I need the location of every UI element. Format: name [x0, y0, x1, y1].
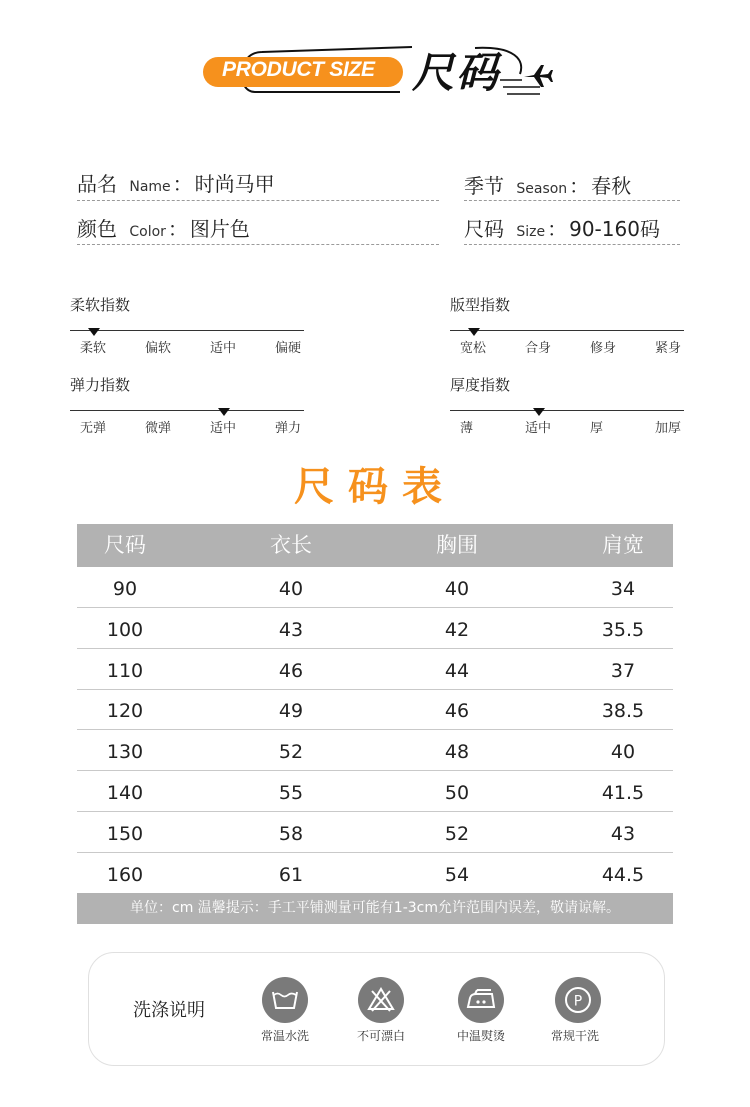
size-label-en: Size	[516, 224, 546, 240]
cell-length: 52	[278, 741, 304, 764]
scale-line	[70, 410, 304, 411]
size-table-title: 尺码表	[294, 464, 456, 510]
color-label-en: Color	[129, 224, 166, 240]
colon: ：	[547, 217, 568, 241]
table-row	[77, 730, 673, 771]
cell-chest: 42	[444, 618, 470, 641]
measurement-note: 单位：cm 温馨提示：手工平铺测量可能有1-3cm允许范围内误差，敬请谅解。	[77, 893, 673, 924]
scale-line	[450, 330, 684, 331]
selected-marker-icon	[88, 328, 100, 336]
cell-chest: 46	[444, 700, 470, 723]
scale-option: 弹力	[275, 421, 302, 436]
scale-option: 厚	[590, 421, 604, 436]
divider	[77, 200, 439, 201]
iron-icon	[458, 977, 504, 1023]
scale-option: 适中	[210, 341, 237, 356]
table-row	[77, 567, 673, 608]
season-label-en: Season	[516, 181, 568, 197]
info-name	[77, 168, 275, 197]
scale-option: 紧身	[655, 341, 682, 356]
scale-option: 修身	[590, 341, 617, 356]
table-row	[77, 649, 673, 690]
scale-option: 薄	[460, 421, 474, 436]
iron-label: 中温熨烫	[456, 1029, 505, 1043]
cell-length: 49	[278, 700, 304, 723]
cell-shoulder: 40	[610, 741, 636, 764]
table-row	[77, 771, 673, 812]
scale-line	[450, 410, 684, 411]
airplane-icon	[522, 62, 554, 90]
header-title-cn: 尺码	[412, 48, 501, 97]
color-label: 颜色	[77, 217, 117, 241]
cell-shoulder: 34	[610, 578, 636, 600]
cell-length: 46	[278, 659, 304, 682]
cell-shoulder: 43	[610, 822, 636, 845]
colon: ：	[172, 172, 193, 196]
cell-size: 120	[106, 700, 144, 723]
cell-size: 150	[106, 822, 144, 845]
header-frame	[0, 0, 750, 110]
name-label-en: Name	[129, 179, 171, 195]
cell-chest: 52	[444, 822, 470, 845]
svg-text:P: P	[573, 993, 583, 1010]
color-value: 图片色	[189, 217, 250, 241]
scale-line	[70, 330, 304, 331]
season-label: 季节	[464, 174, 504, 198]
size-label: 尺码	[464, 217, 504, 241]
scale-option: 无弹	[80, 421, 107, 436]
cell-chest: 44	[444, 659, 470, 682]
selected-marker-icon	[533, 408, 545, 416]
dry-clean-label: 常规干洗	[550, 1029, 599, 1043]
info-season	[464, 170, 631, 199]
no-bleach-icon	[358, 977, 404, 1023]
header-title-en: PRODUCT SIZE	[222, 58, 375, 81]
table-row	[77, 853, 673, 894]
scale-option: 偏软	[145, 341, 172, 356]
elasticity-index-title: 弹力指数	[70, 376, 131, 394]
divider	[77, 244, 439, 245]
cell-chest: 54	[444, 863, 470, 886]
header	[0, 0, 750, 110]
cell-size: 140	[106, 782, 144, 804]
header-length: 衣长	[270, 533, 312, 557]
cell-length: 61	[278, 863, 304, 886]
scale-option: 微弹	[145, 421, 172, 436]
dry-clean-icon	[555, 977, 601, 1023]
size-value: 90-160码	[569, 217, 660, 241]
cell-chest: 50	[444, 782, 470, 804]
cell-size: 110	[106, 659, 144, 682]
cell-chest: 48	[444, 741, 470, 764]
cell-size: 160	[106, 863, 144, 886]
selected-marker-icon	[218, 408, 230, 416]
thickness-index-title: 厚度指数	[450, 376, 511, 394]
scale-option: 加厚	[655, 421, 682, 436]
scale-option: 柔软	[80, 341, 107, 356]
scale-option: 宽松	[460, 341, 487, 356]
wash-water-icon	[262, 977, 308, 1023]
cell-size: 90	[112, 578, 138, 600]
name-value: 时尚马甲	[194, 172, 275, 196]
table-row	[77, 608, 673, 649]
header-size: 尺码	[104, 533, 146, 557]
cell-shoulder: 35.5	[601, 618, 645, 641]
cell-shoulder: 37	[610, 659, 636, 682]
name-label: 品名	[77, 172, 117, 196]
info-size	[464, 213, 660, 242]
scale-option: 偏硬	[275, 341, 302, 356]
info-color	[77, 213, 250, 242]
softness-index-title: 柔软指数	[70, 296, 131, 314]
selected-marker-icon	[468, 328, 480, 336]
wash-water-label: 常温水洗	[260, 1029, 309, 1043]
cell-length: 55	[278, 782, 304, 804]
divider	[464, 244, 680, 245]
cell-length: 40	[278, 578, 304, 600]
cell-shoulder: 38.5	[601, 700, 645, 723]
colon: ：	[569, 174, 590, 198]
header-chest: 胸围	[436, 533, 478, 557]
no-bleach-label: 不可漂白	[356, 1029, 405, 1043]
cell-shoulder: 44.5	[601, 863, 645, 886]
divider	[464, 200, 680, 201]
table-row	[77, 812, 673, 853]
size-table-header	[77, 524, 673, 567]
colon: ：	[167, 217, 188, 241]
scale-option: 适中	[525, 421, 552, 436]
cell-size: 100	[106, 618, 144, 641]
scale-option: 适中	[210, 421, 237, 436]
cell-chest: 40	[444, 578, 470, 600]
scale-option: 合身	[525, 341, 552, 356]
cell-length: 43	[278, 618, 304, 641]
wash-title: 洗涤说明	[133, 1000, 205, 1021]
header-shoulder: 肩宽	[602, 533, 644, 557]
cell-length: 58	[278, 822, 304, 845]
cell-shoulder: 41.5	[601, 782, 645, 804]
cell-size: 130	[106, 741, 144, 764]
season-value: 春秋	[591, 174, 632, 198]
fit-index-title: 版型指数	[450, 296, 511, 314]
table-row	[77, 689, 673, 730]
